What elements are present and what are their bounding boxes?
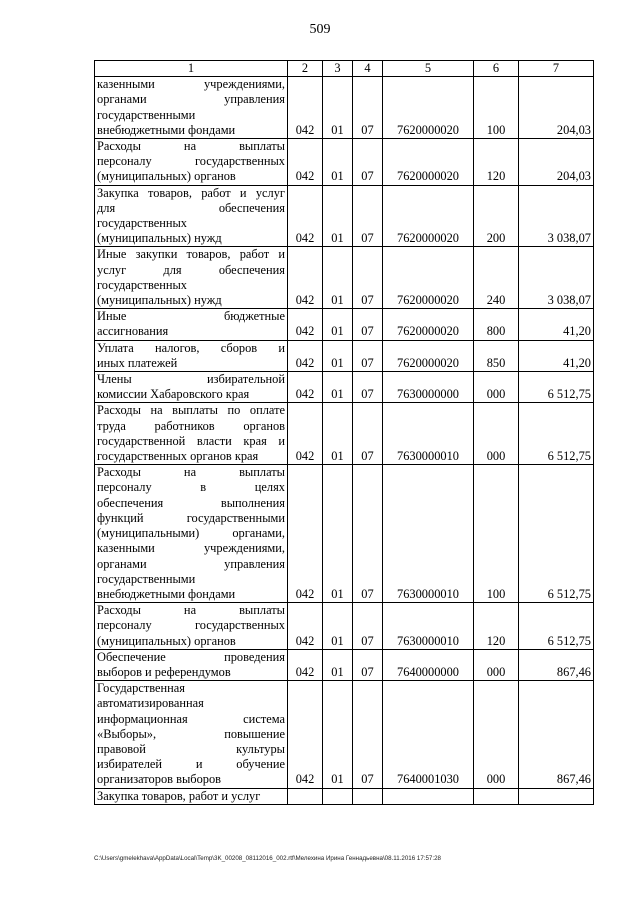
expense-type-cell: 800 — [474, 309, 519, 340]
target-article-cell: 7620000020 — [383, 139, 474, 186]
amount-cell: 41,20 — [519, 340, 594, 371]
section-code-cell: 01 — [323, 185, 353, 247]
description-line: обеспечения выполнения — [97, 495, 285, 510]
target-article-cell: 7640001030 — [383, 681, 474, 788]
expense-type-cell: 200 — [474, 185, 519, 247]
admin-code-cell: 042 — [288, 139, 323, 186]
description-line: Государственная — [97, 681, 185, 696]
column-header: 6 — [474, 61, 519, 77]
target-article-cell: 7630000010 — [383, 465, 474, 603]
amount-cell — [519, 788, 594, 804]
section-code-cell: 01 — [323, 372, 353, 403]
description-line: избирателей и обучение — [97, 757, 285, 772]
section-code-cell: 01 — [323, 340, 353, 371]
admin-code-cell — [288, 788, 323, 804]
expense-type-cell: 100 — [474, 465, 519, 603]
target-article-cell: 7630000000 — [383, 372, 474, 403]
description-line: правовой культуры — [97, 741, 285, 756]
subsection-code-cell: 07 — [353, 247, 383, 309]
amount-cell: 41,20 — [519, 309, 594, 340]
description-line: государственных — [97, 216, 188, 231]
description-line: (муниципальных) нужд — [97, 231, 222, 246]
description-line: Иные бюджетные — [97, 309, 285, 324]
section-code-cell: 01 — [323, 403, 353, 465]
description-line: государственными — [97, 571, 196, 586]
page-number: 509 — [309, 22, 331, 37]
description-line: персоналу государственных — [97, 618, 285, 633]
section-code-cell: 01 — [323, 649, 353, 680]
amount-cell: 6 512,75 — [519, 603, 594, 650]
expense-type-cell: 850 — [474, 340, 519, 371]
description-line: функций государственными — [97, 510, 285, 525]
admin-code-cell: 042 — [288, 340, 323, 371]
row-description — [95, 372, 288, 403]
admin-code-cell: 042 — [288, 465, 323, 603]
table-row — [95, 340, 594, 371]
expense-type-cell: 120 — [474, 603, 519, 650]
expense-type-cell: 240 — [474, 247, 519, 309]
description-line: казенными учреждениями, — [97, 541, 285, 556]
subsection-code-cell: 07 — [353, 465, 383, 603]
description-line: организаторов выборов — [97, 772, 222, 787]
admin-code-cell: 042 — [288, 649, 323, 680]
column-header: 4 — [353, 61, 383, 77]
file-path-footer: C:\Users\gmelekhava\AppData\Local\Temp\3K_00208_08112016_002.rtf\Мелехина Ирина Геннадьевна\08.11.2016 17:57:28 — [94, 855, 441, 862]
table-row — [95, 603, 594, 650]
description-line: (муниципальных) органов — [97, 169, 236, 184]
column-header: 7 — [519, 61, 594, 77]
description-line: информационная система — [97, 711, 285, 726]
admin-code-cell: 042 — [288, 185, 323, 247]
amount-cell: 204,03 — [519, 77, 594, 139]
subsection-code-cell: 07 — [353, 77, 383, 139]
amount-cell: 3 038,07 — [519, 185, 594, 247]
subsection-code-cell — [353, 788, 383, 804]
table-row — [95, 309, 594, 340]
description-line: внебюджетными фондами — [97, 122, 236, 137]
subsection-code-cell: 07 — [353, 309, 383, 340]
description-line: персоналу государственных — [97, 154, 285, 169]
admin-code-cell: 042 — [288, 603, 323, 650]
table-row — [95, 788, 594, 804]
column-header: 2 — [288, 61, 323, 77]
description-line: персоналу в целях — [97, 480, 285, 495]
description-line: (муниципальных) нужд — [97, 293, 222, 308]
description-line: услуг для обеспечения — [97, 262, 285, 277]
description-line: иных платежей — [97, 355, 178, 370]
description-line: (муниципальных) органов — [97, 633, 236, 648]
amount-cell: 6 512,75 — [519, 403, 594, 465]
description-line: органами управления — [97, 556, 285, 571]
amount-cell: 6 512,75 — [519, 465, 594, 603]
target-article-cell: 7620000020 — [383, 309, 474, 340]
row-description — [95, 403, 288, 465]
description-line: Расходы на выплаты по оплате — [97, 403, 285, 418]
description-line: Расходы на выплаты — [97, 465, 285, 480]
expense-type-cell: 000 — [474, 681, 519, 788]
section-code-cell: 01 — [323, 681, 353, 788]
description-line: внебюджетными фондами — [97, 586, 236, 601]
row-description — [95, 603, 288, 650]
admin-code-cell: 042 — [288, 77, 323, 139]
table-row — [95, 403, 594, 465]
target-article-cell: 7620000020 — [383, 185, 474, 247]
row-description — [95, 340, 288, 371]
description-line: «Выборы», повышение — [97, 726, 285, 741]
target-article-cell: 7630000010 — [383, 603, 474, 650]
table-row — [95, 649, 594, 680]
amount-cell: 3 038,07 — [519, 247, 594, 309]
description-line: Иные закупки товаров, работ и — [97, 247, 285, 262]
row-description — [95, 681, 288, 788]
admin-code-cell: 042 — [288, 403, 323, 465]
row-description — [95, 247, 288, 309]
subsection-code-cell: 07 — [353, 185, 383, 247]
column-header: 5 — [383, 61, 474, 77]
row-description — [95, 309, 288, 340]
table-row — [95, 139, 594, 186]
section-code-cell: 01 — [323, 77, 353, 139]
target-article-cell — [383, 788, 474, 804]
admin-code-cell: 042 — [288, 247, 323, 309]
row-description — [95, 465, 288, 603]
column-header: 3 — [323, 61, 353, 77]
target-article-cell: 7620000020 — [383, 340, 474, 371]
amount-cell: 867,46 — [519, 681, 594, 788]
table-row — [95, 247, 594, 309]
description-line: Закупка товаров, работ и услуг — [97, 185, 285, 200]
table-row — [95, 681, 594, 788]
subsection-code-cell: 07 — [353, 403, 383, 465]
expense-type-cell: 000 — [474, 403, 519, 465]
section-code-cell: 01 — [323, 247, 353, 309]
target-article-cell: 7630000010 — [383, 403, 474, 465]
table-row — [95, 77, 594, 139]
row-description — [95, 139, 288, 186]
table-row — [95, 185, 594, 247]
row-description — [95, 788, 288, 804]
description-line: Закупка товаров, работ и услуг — [97, 788, 261, 803]
description-line: казенными учреждениями, — [97, 77, 285, 92]
table-body — [95, 77, 594, 805]
row-description — [95, 185, 288, 247]
amount-cell: 6 512,75 — [519, 372, 594, 403]
description-line: комиссии Хабаровского края — [97, 387, 250, 402]
row-description — [95, 649, 288, 680]
subsection-code-cell: 07 — [353, 340, 383, 371]
description-line: (муниципальными) органами, — [97, 526, 285, 541]
section-code-cell: 01 — [323, 603, 353, 650]
description-line: Члены избирательной — [97, 372, 285, 387]
description-line: Расходы на выплаты — [97, 603, 285, 618]
description-line: автоматизированная — [97, 696, 204, 711]
amount-cell: 867,46 — [519, 649, 594, 680]
table-header-row — [95, 61, 594, 77]
section-code-cell — [323, 788, 353, 804]
description-line: Обеспечение проведения — [97, 649, 285, 664]
description-line: для обеспечения — [97, 200, 285, 215]
subsection-code-cell: 07 — [353, 139, 383, 186]
budget-table — [94, 60, 594, 805]
description-line: государственными — [97, 107, 196, 122]
description-line: органами управления — [97, 92, 285, 107]
row-description — [95, 77, 288, 139]
subsection-code-cell: 07 — [353, 372, 383, 403]
description-line: государственных органов края — [97, 449, 259, 464]
table-row — [95, 465, 594, 603]
expense-type-cell: 100 — [474, 77, 519, 139]
description-line: государственных — [97, 277, 188, 292]
subsection-code-cell: 07 — [353, 603, 383, 650]
table-row — [95, 372, 594, 403]
section-code-cell: 01 — [323, 309, 353, 340]
description-line: Расходы на выплаты — [97, 139, 285, 154]
expense-type-cell: 120 — [474, 139, 519, 186]
column-header: 1 — [95, 61, 288, 77]
expense-type-cell: 000 — [474, 649, 519, 680]
description-line: Уплата налогов, сборов и — [97, 340, 285, 355]
expense-type-cell: 000 — [474, 372, 519, 403]
amount-cell: 204,03 — [519, 139, 594, 186]
section-code-cell: 01 — [323, 139, 353, 186]
description-line: труда работников органов — [97, 418, 285, 433]
target-article-cell: 7620000020 — [383, 77, 474, 139]
section-code-cell: 01 — [323, 465, 353, 603]
subsection-code-cell: 07 — [353, 681, 383, 788]
admin-code-cell: 042 — [288, 309, 323, 340]
admin-code-cell: 042 — [288, 372, 323, 403]
description-line: государственной власти края и — [97, 433, 285, 448]
expense-type-cell — [474, 788, 519, 804]
subsection-code-cell: 07 — [353, 649, 383, 680]
admin-code-cell: 042 — [288, 681, 323, 788]
target-article-cell: 7620000020 — [383, 247, 474, 309]
description-line: ассигнования — [97, 324, 169, 339]
description-line: выборов и референдумов — [97, 664, 231, 679]
target-article-cell: 7640000000 — [383, 649, 474, 680]
